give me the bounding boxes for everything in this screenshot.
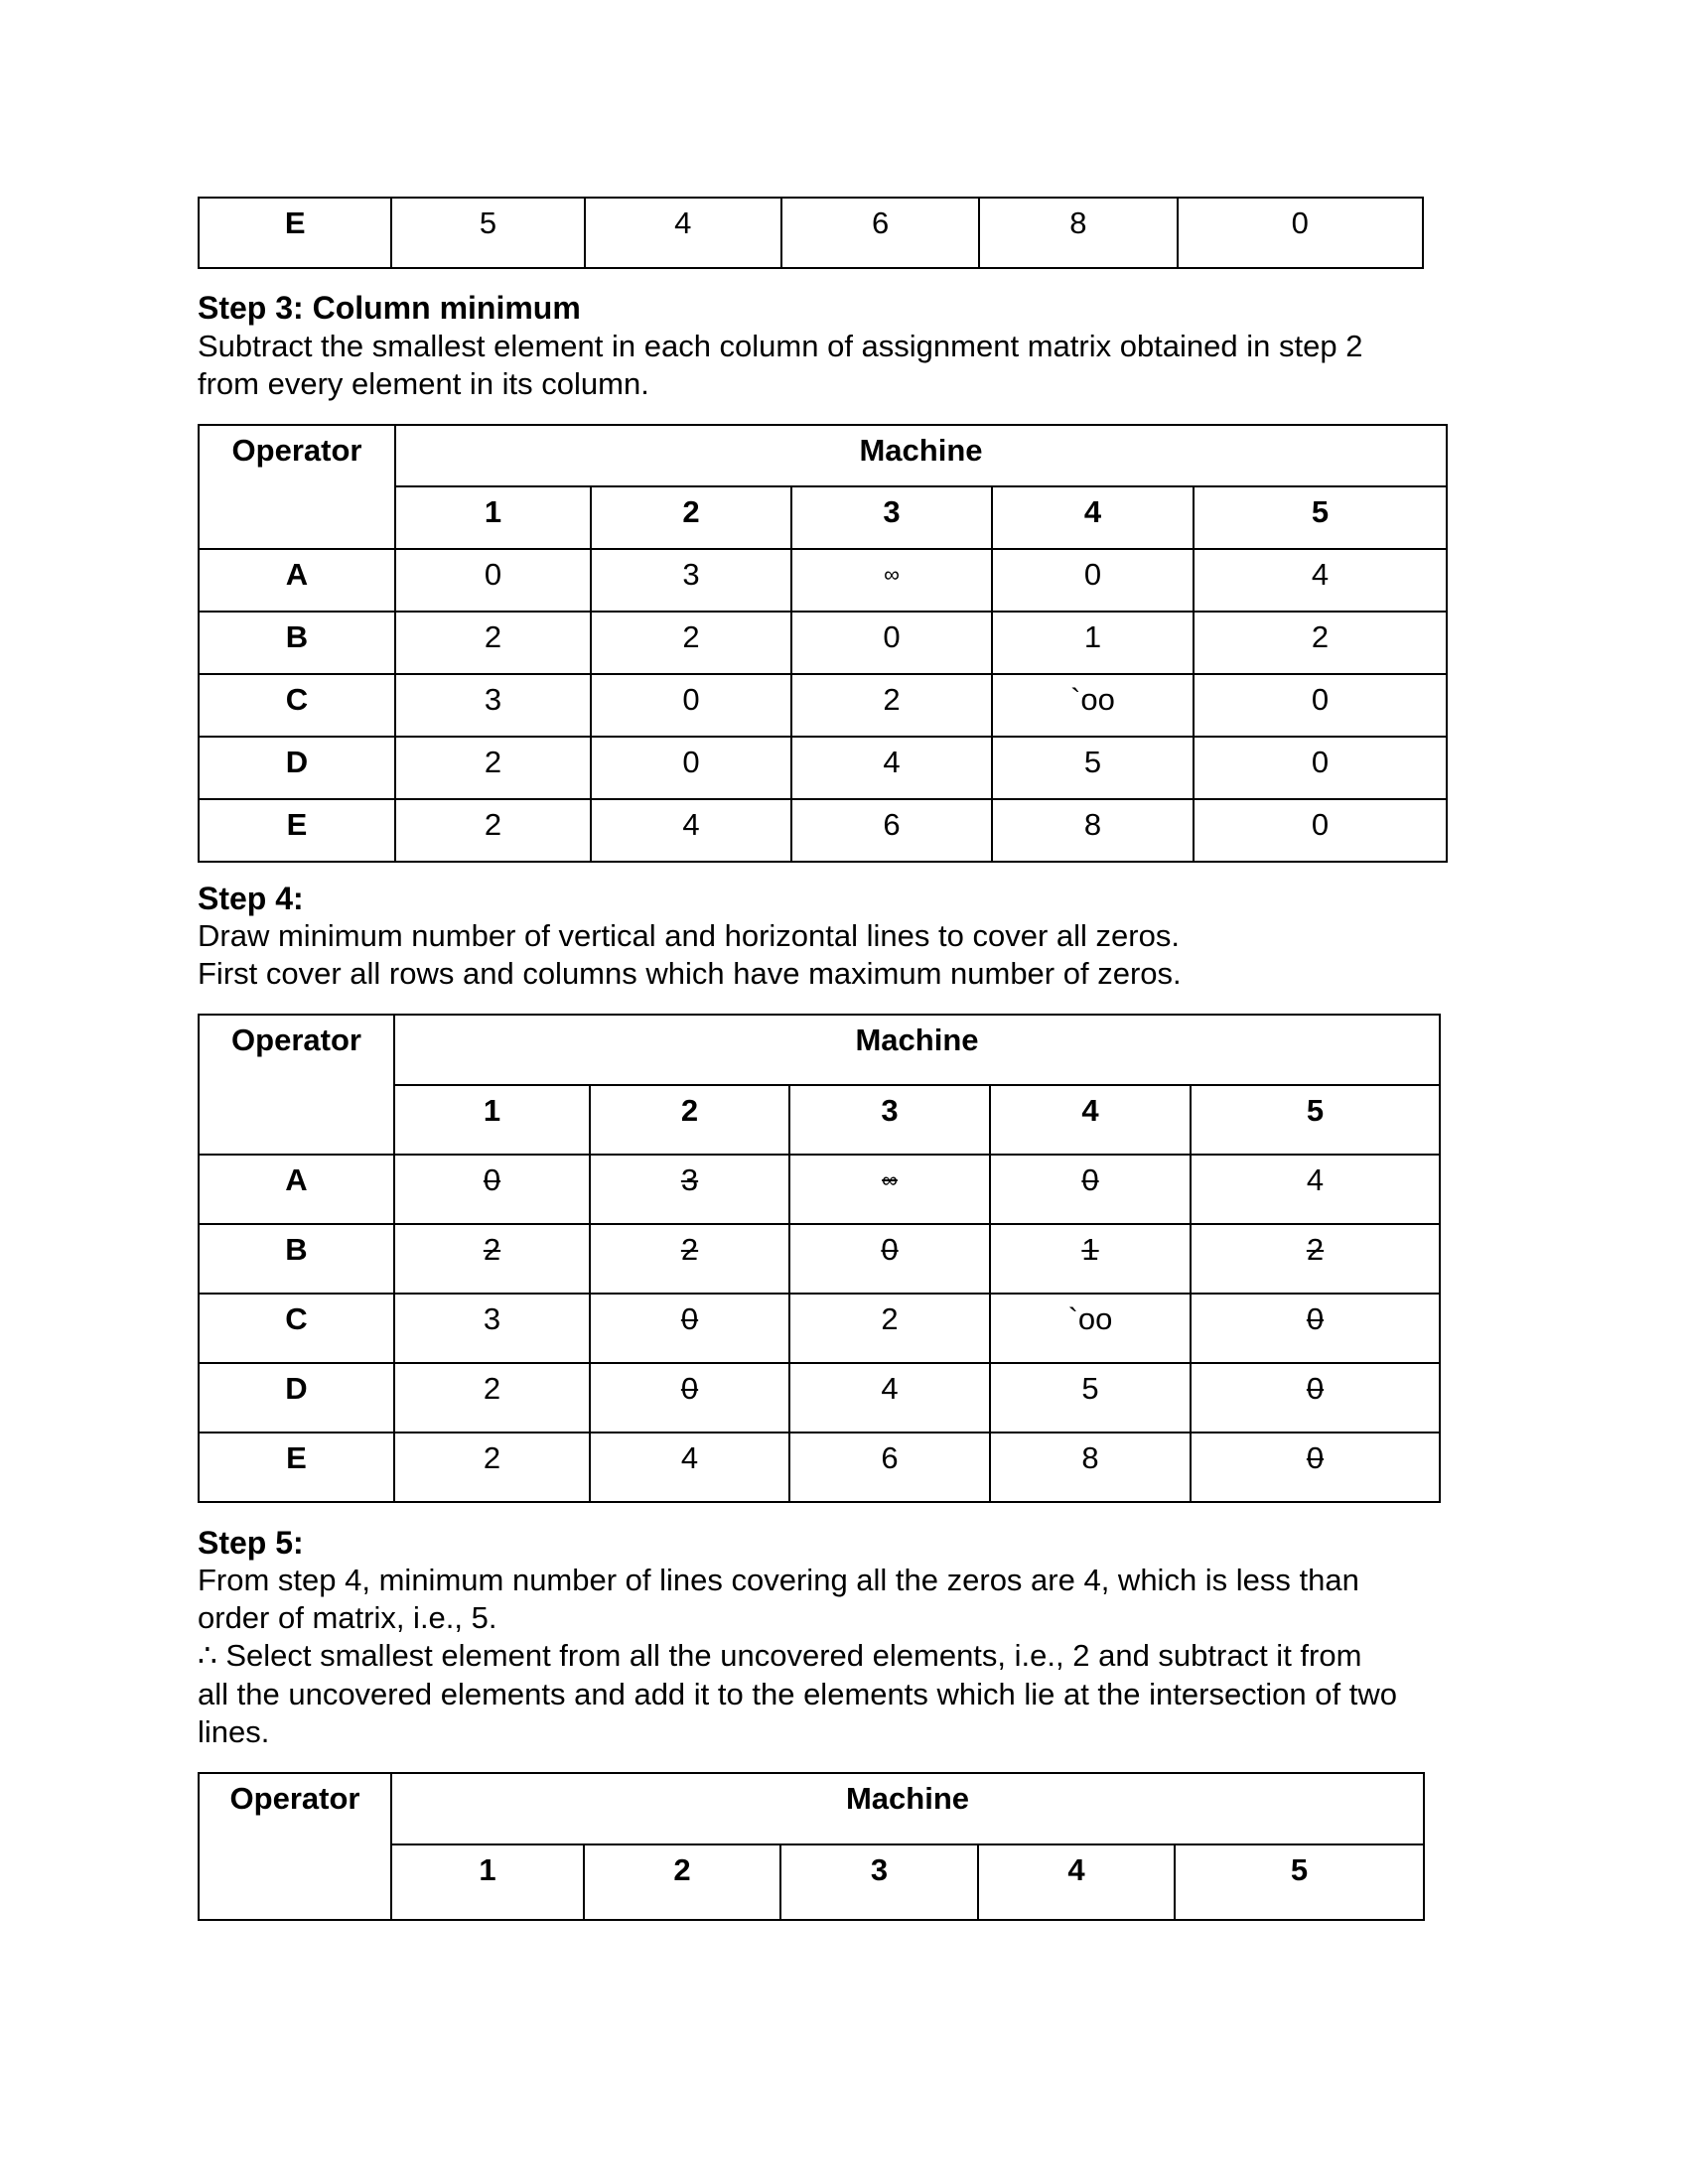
table-row <box>199 799 1447 862</box>
cell: 2 <box>394 1363 590 1433</box>
table-row <box>199 612 1447 674</box>
cell-covered: 0 <box>1191 1294 1440 1363</box>
cell: 4 <box>585 198 781 268</box>
column-header: 3 <box>780 1844 978 1920</box>
table-row <box>199 549 1447 612</box>
column-header: 2 <box>590 1085 789 1155</box>
cell: 4 <box>590 1433 789 1502</box>
cell: 2 <box>394 1433 590 1502</box>
cell-covered: 0 <box>789 1224 990 1294</box>
cell: 4 <box>1194 549 1447 612</box>
cell: 2 <box>591 612 791 674</box>
cell: 3 <box>591 549 791 612</box>
step3-text-line: from every element in its column. <box>198 366 649 401</box>
step5-heading: Step 5: <box>198 1525 304 1561</box>
cell: 8 <box>990 1433 1191 1502</box>
column-header: 3 <box>789 1085 990 1155</box>
cell: 4 <box>791 737 992 799</box>
cell: 0 <box>1194 737 1447 799</box>
cell: 2 <box>1194 612 1447 674</box>
cell: 0 <box>1194 674 1447 737</box>
step5-text-line: all the uncovered elements and add it to the elements which lie at the intersection of two <box>198 1677 1397 1711</box>
cell: 6 <box>789 1433 990 1502</box>
cell-covered: 0 <box>1191 1433 1440 1502</box>
table-row <box>199 1294 1440 1363</box>
cell: 4 <box>591 799 791 862</box>
column-header: 5 <box>1191 1085 1440 1155</box>
table-row <box>199 1433 1440 1502</box>
cell-covered: 1 <box>990 1224 1191 1294</box>
machine-header: Machine <box>394 1015 1440 1085</box>
step5-text-line: From step 4, minimum number of lines covering all the zeros are 4, which is less than <box>198 1563 1359 1597</box>
cell-covered: 0 <box>990 1155 1191 1224</box>
cell: 4 <box>789 1363 990 1433</box>
cell: 0 <box>1178 198 1423 268</box>
machine-header: Machine <box>391 1773 1424 1844</box>
cell: `oo <box>992 674 1194 737</box>
step4-heading: Step 4: <box>198 881 304 916</box>
operator-header: Operator <box>199 1773 391 1920</box>
cell: 6 <box>791 799 992 862</box>
step3-text-line: Subtract the smallest element in each column of assignment matrix obtained in step 2 <box>198 329 1363 363</box>
row-label: E <box>199 198 391 268</box>
step5-text-line: order of matrix, i.e., 5. <box>198 1600 497 1635</box>
step4-table <box>198 1014 1441 1503</box>
cell: 2 <box>395 799 591 862</box>
column-header: 2 <box>591 486 791 549</box>
cell: 3 <box>395 674 591 737</box>
step4-text-line: First cover all rows and columns which have maximum number of zeros. <box>198 956 1182 991</box>
cell: 0 <box>591 737 791 799</box>
column-header: 1 <box>391 1844 584 1920</box>
cell: 0 <box>395 549 591 612</box>
operator-header: Operator <box>199 425 395 549</box>
row-label: E <box>199 1433 394 1502</box>
cell-covered: 0 <box>590 1363 789 1433</box>
cell-covered: 0 <box>590 1294 789 1363</box>
table-row <box>199 674 1447 737</box>
table-row <box>199 1224 1440 1294</box>
cell: 6 <box>781 198 979 268</box>
column-header: 4 <box>992 486 1194 549</box>
row-label: C <box>199 1294 394 1363</box>
cell: 2 <box>395 737 591 799</box>
cell: 2 <box>789 1294 990 1363</box>
column-header: 1 <box>395 486 591 549</box>
cell: 8 <box>979 198 1177 268</box>
step3-table <box>198 424 1448 863</box>
row-label: D <box>199 1363 394 1433</box>
cell: 3 <box>394 1294 590 1363</box>
cell-covered: 0 <box>1191 1363 1440 1433</box>
cell-covered: 2 <box>394 1224 590 1294</box>
cell: 0 <box>1194 799 1447 862</box>
cell: 1 <box>992 612 1194 674</box>
table-row <box>199 1155 1440 1224</box>
column-header: 4 <box>990 1085 1191 1155</box>
step5-text-line: lines. <box>198 1714 270 1749</box>
cell-covered: 2 <box>590 1224 789 1294</box>
cell: 0 <box>591 674 791 737</box>
top-row-table <box>198 197 1424 269</box>
step4-text-line: Draw minimum number of vertical and horizontal lines to cover all zeros. <box>198 918 1180 953</box>
cell: ∞ <box>791 549 992 612</box>
row-label: E <box>199 799 395 862</box>
row-label: B <box>199 612 395 674</box>
cell: 5 <box>391 198 584 268</box>
cell-covered: 3 <box>590 1155 789 1224</box>
step5-table <box>198 1772 1425 1921</box>
column-header: 1 <box>394 1085 590 1155</box>
column-header: 5 <box>1194 486 1447 549</box>
row-label: D <box>199 737 395 799</box>
row-label: B <box>199 1224 394 1294</box>
cell: 4 <box>1191 1155 1440 1224</box>
cell: 2 <box>791 674 992 737</box>
row-label: A <box>199 549 395 612</box>
table-row <box>199 1363 1440 1433</box>
cell: `oo <box>990 1294 1191 1363</box>
cell-covered: ∞ <box>789 1155 990 1224</box>
column-header: 5 <box>1175 1844 1424 1920</box>
row-label: C <box>199 674 395 737</box>
cell: 5 <box>990 1363 1191 1433</box>
cell: 0 <box>992 549 1194 612</box>
row-label: A <box>199 1155 394 1224</box>
machine-header: Machine <box>395 425 1447 486</box>
table-row <box>199 737 1447 799</box>
cell: 2 <box>395 612 591 674</box>
cell: 8 <box>992 799 1194 862</box>
cell: 5 <box>992 737 1194 799</box>
operator-header: Operator <box>199 1015 394 1155</box>
cell-covered: 0 <box>394 1155 590 1224</box>
step3-heading: Step 3: Column minimum <box>198 290 581 326</box>
step5-text-line: ∴ Select smallest element from all the uncovered elements, i.e., 2 and subtract it from <box>198 1638 1362 1673</box>
cell-covered: 2 <box>1191 1224 1440 1294</box>
column-header: 3 <box>791 486 992 549</box>
column-header: 4 <box>978 1844 1175 1920</box>
cell: 0 <box>791 612 992 674</box>
column-header: 2 <box>584 1844 780 1920</box>
